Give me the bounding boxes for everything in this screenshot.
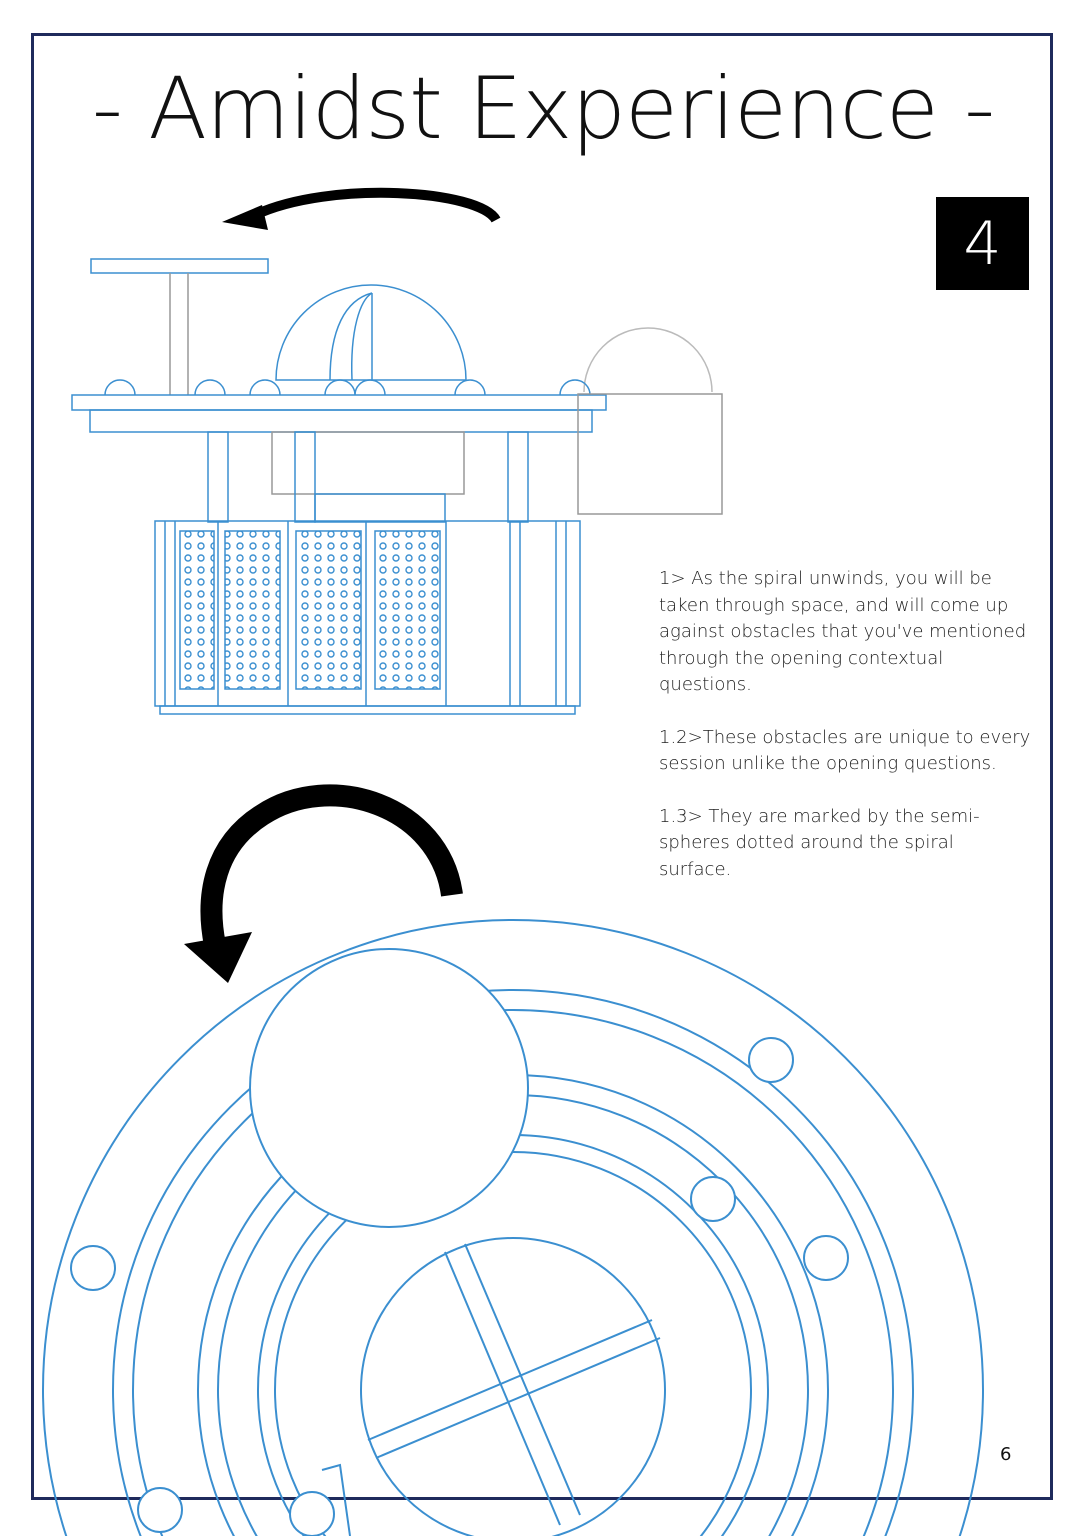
- step-number: 4: [963, 208, 1002, 279]
- explanation-notes: [659, 566, 1031, 909]
- page-number: 6: [1000, 1444, 1012, 1465]
- page-title: - Amidst Experience -: [91, 59, 995, 159]
- rotate-arrow-icon: [222, 193, 496, 230]
- elevation-drawing: [72, 259, 722, 714]
- note-1: 1> As the spiral unwinds, you will be taken through space, and will come up against obstacles that you've mentioned through the opening contextual questions.: [659, 568, 1027, 695]
- plan-drawing: [43, 920, 983, 1536]
- note-3: 1.3> They are marked by the semi-spheres dotted around the spiral surface.: [659, 805, 980, 880]
- note-2: 1.2>These obstacles are unique to every session unlike the opening questions.: [659, 726, 1031, 774]
